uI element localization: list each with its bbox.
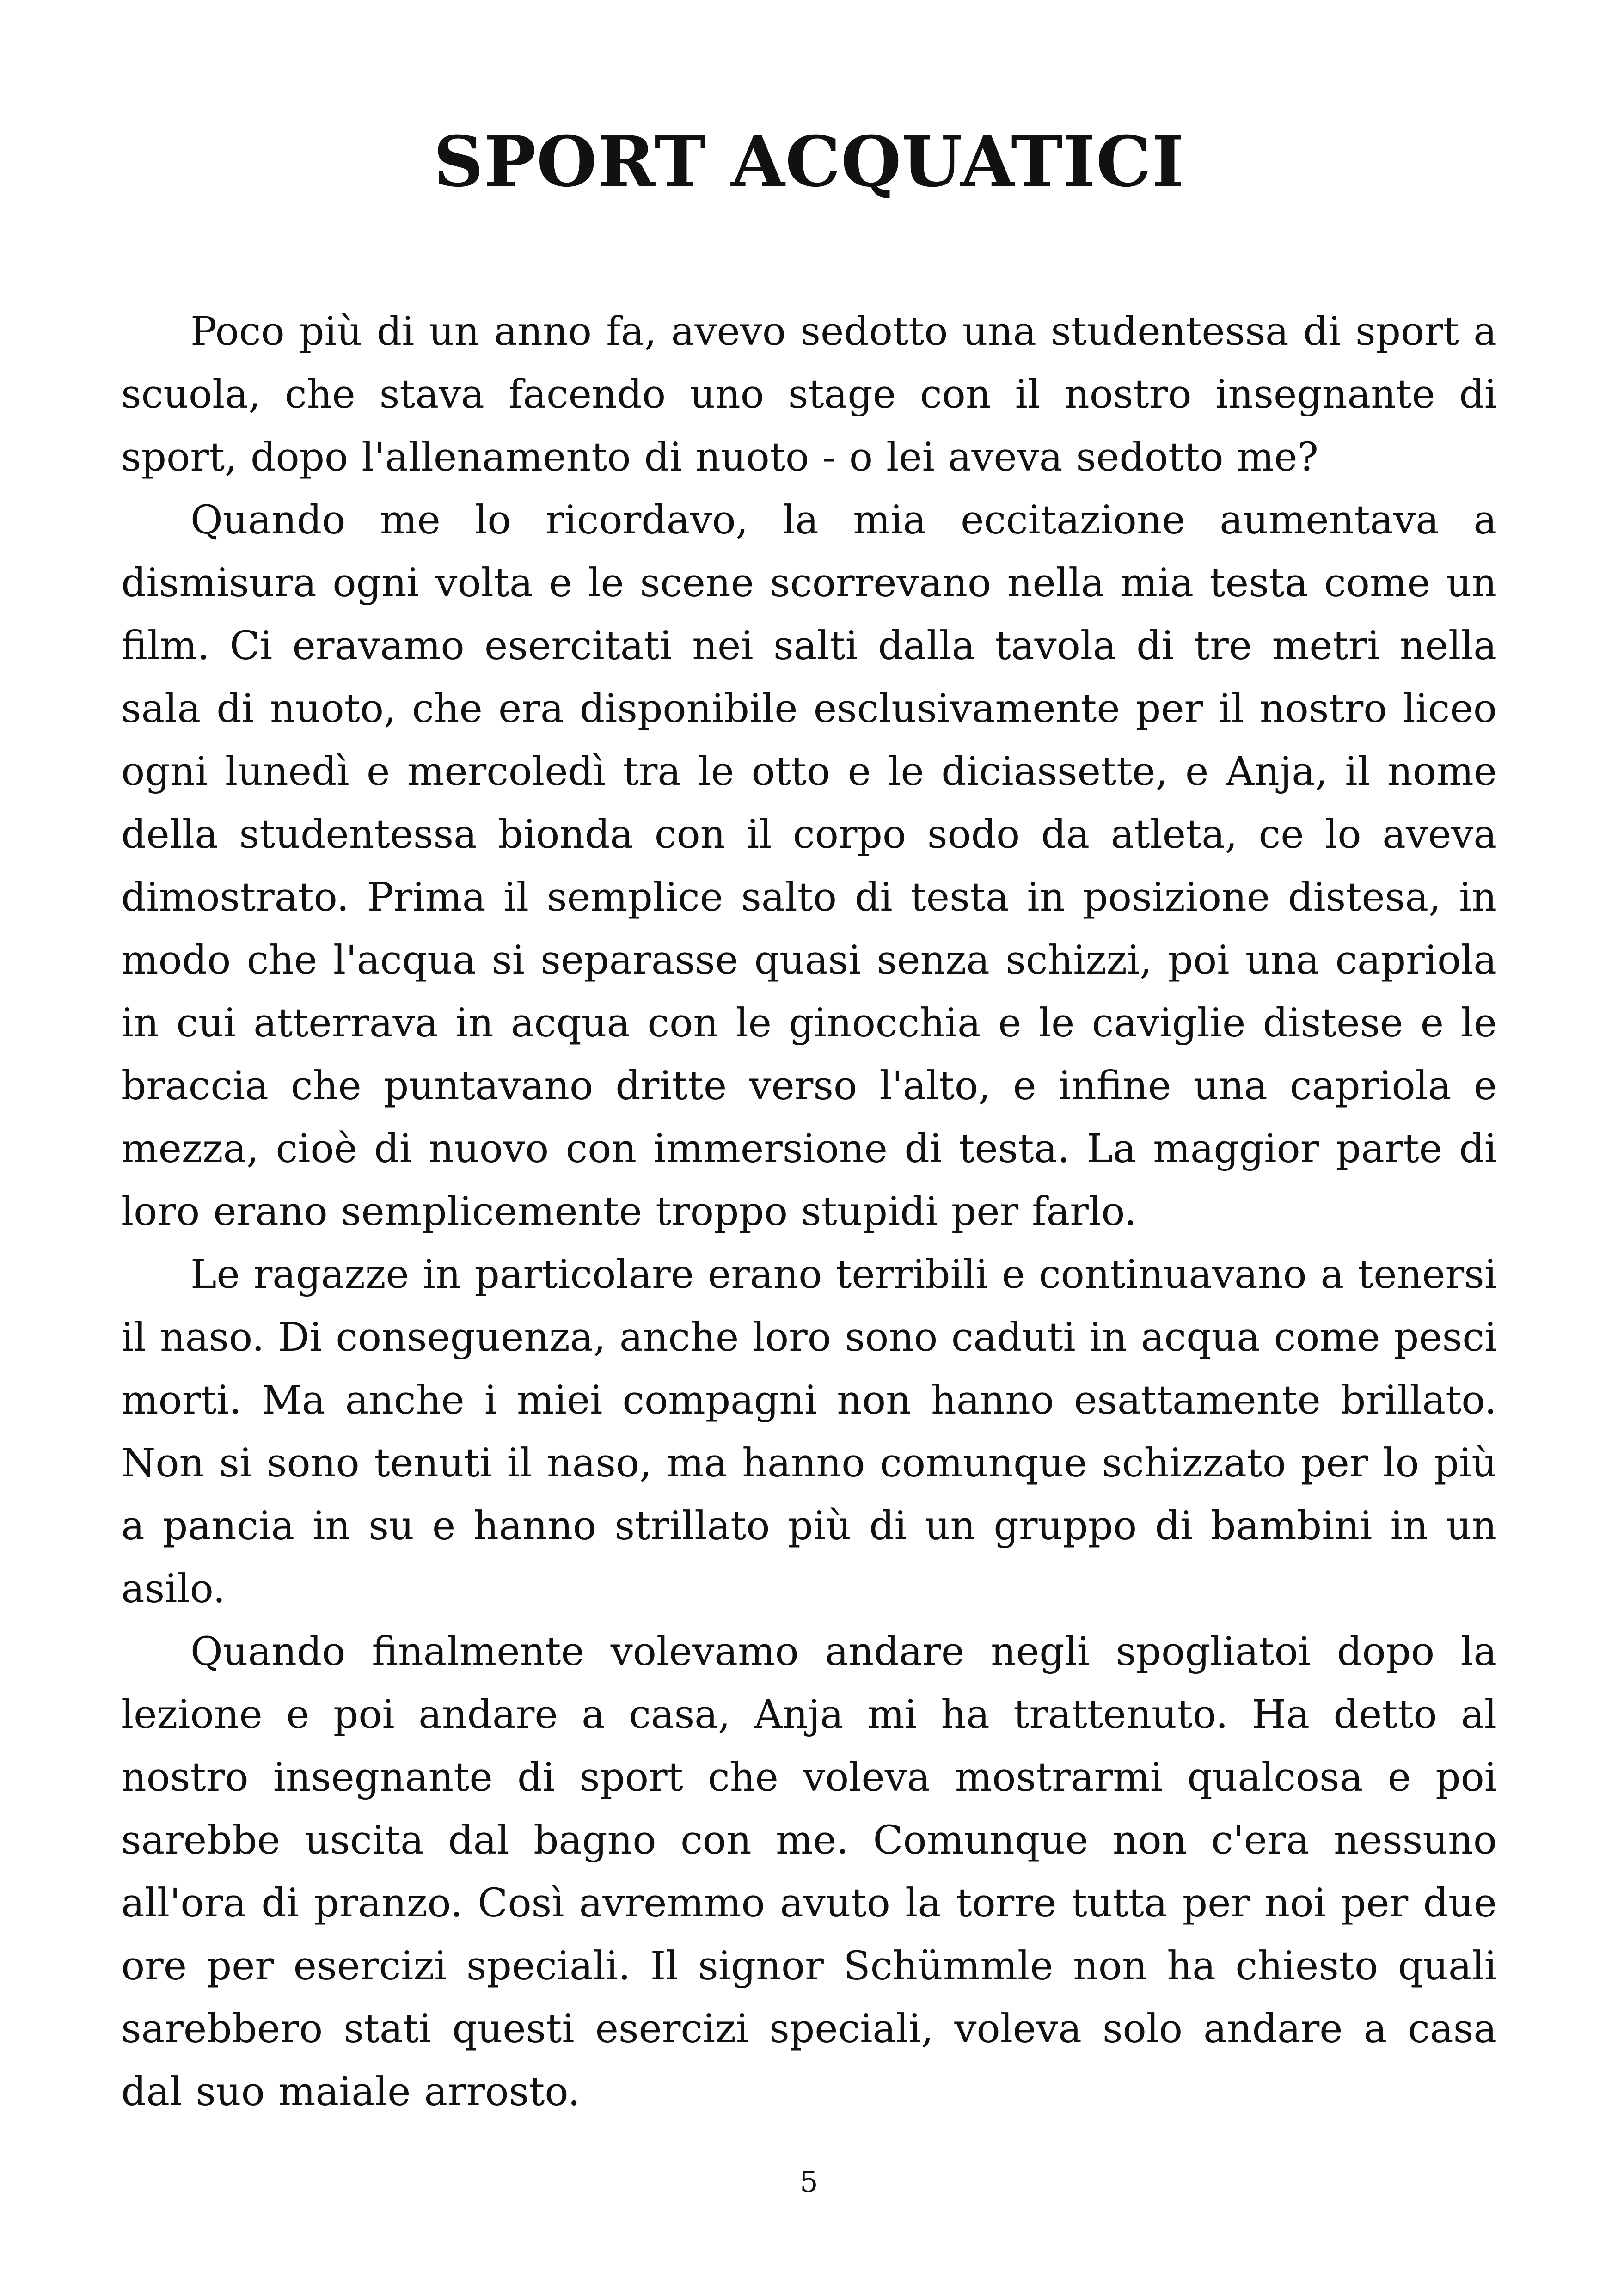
paragraph-4: Quando finalmente volevamo andare negli spogliatoi dopo la lezione e poi andare a casa, Anja mi ha trattenuto. Ha detto al nostro insegnante di sport che voleva mostrarmi qualcosa e poi sarebbe uscita dal bagno con me. Comunque non c'era nessuno all'ora di pranzo. Così avremmo avuto la torre tutta per noi per due ore per esercizi speciali. Il signor Schümmle non ha chiesto quali sarebbero stati questi esercizi speciali, voleva solo andare a casa dal suo maiale arrosto. bbox=[121, 1629, 1497, 2115]
paragraph-2: Quando me lo ricordavo, la mia eccitazione aumentava a dismisura ogni volta e le scene scorrevano nella mia testa come un film. Ci eravamo esercitati nei salti dalla tavola di tre metri nella sala di nuoto, che era disponibile esclusivamente per il nostro liceo ogni lunedì e mercoledì tra le otto e le diciassette, e Anja, il nome della studentessa bionda con il corpo sodo da atleta, ce lo aveva dimostrato. Prima il semplice salto di testa in posizione distesa, in modo che l'acqua si separasse quasi senza schizzi, poi una capriola in cui atterrava in acqua con le ginocchia e le caviglie distese e le braccia che puntavano dritte verso l'alto, e infine una capriola e mezza, cioè di nuovo con immersione di testa. La maggior parte di loro erano semplicemente troppo stupidi per farlo. bbox=[121, 497, 1497, 1235]
paragraph-3: Le ragazze in particolare erano terribili e continuavano a tenersi il naso. Di conseguenza, anche loro sono caduti in acqua come pesci morti. Ma anche i miei compagni non hanno esattamente brillato. Non si sono tenuti il naso, ma hanno comunque schizzato per lo più a pancia in su e hanno strillato più di un gruppo di bambini in un asilo. bbox=[121, 1252, 1497, 1612]
chapter-title: SPORT ACQUATICI bbox=[433, 121, 1185, 202]
paragraph-1: Poco più di un anno fa, avevo sedotto una studentessa di sport a scuola, che stava facendo uno stage con il nostro insegnante di sport, dopo l'allenamento di nuoto - o lei aveva sedotto me? bbox=[121, 309, 1497, 480]
chapter-body bbox=[121, 300, 1497, 2124]
page-number: 5 bbox=[800, 2165, 818, 2198]
